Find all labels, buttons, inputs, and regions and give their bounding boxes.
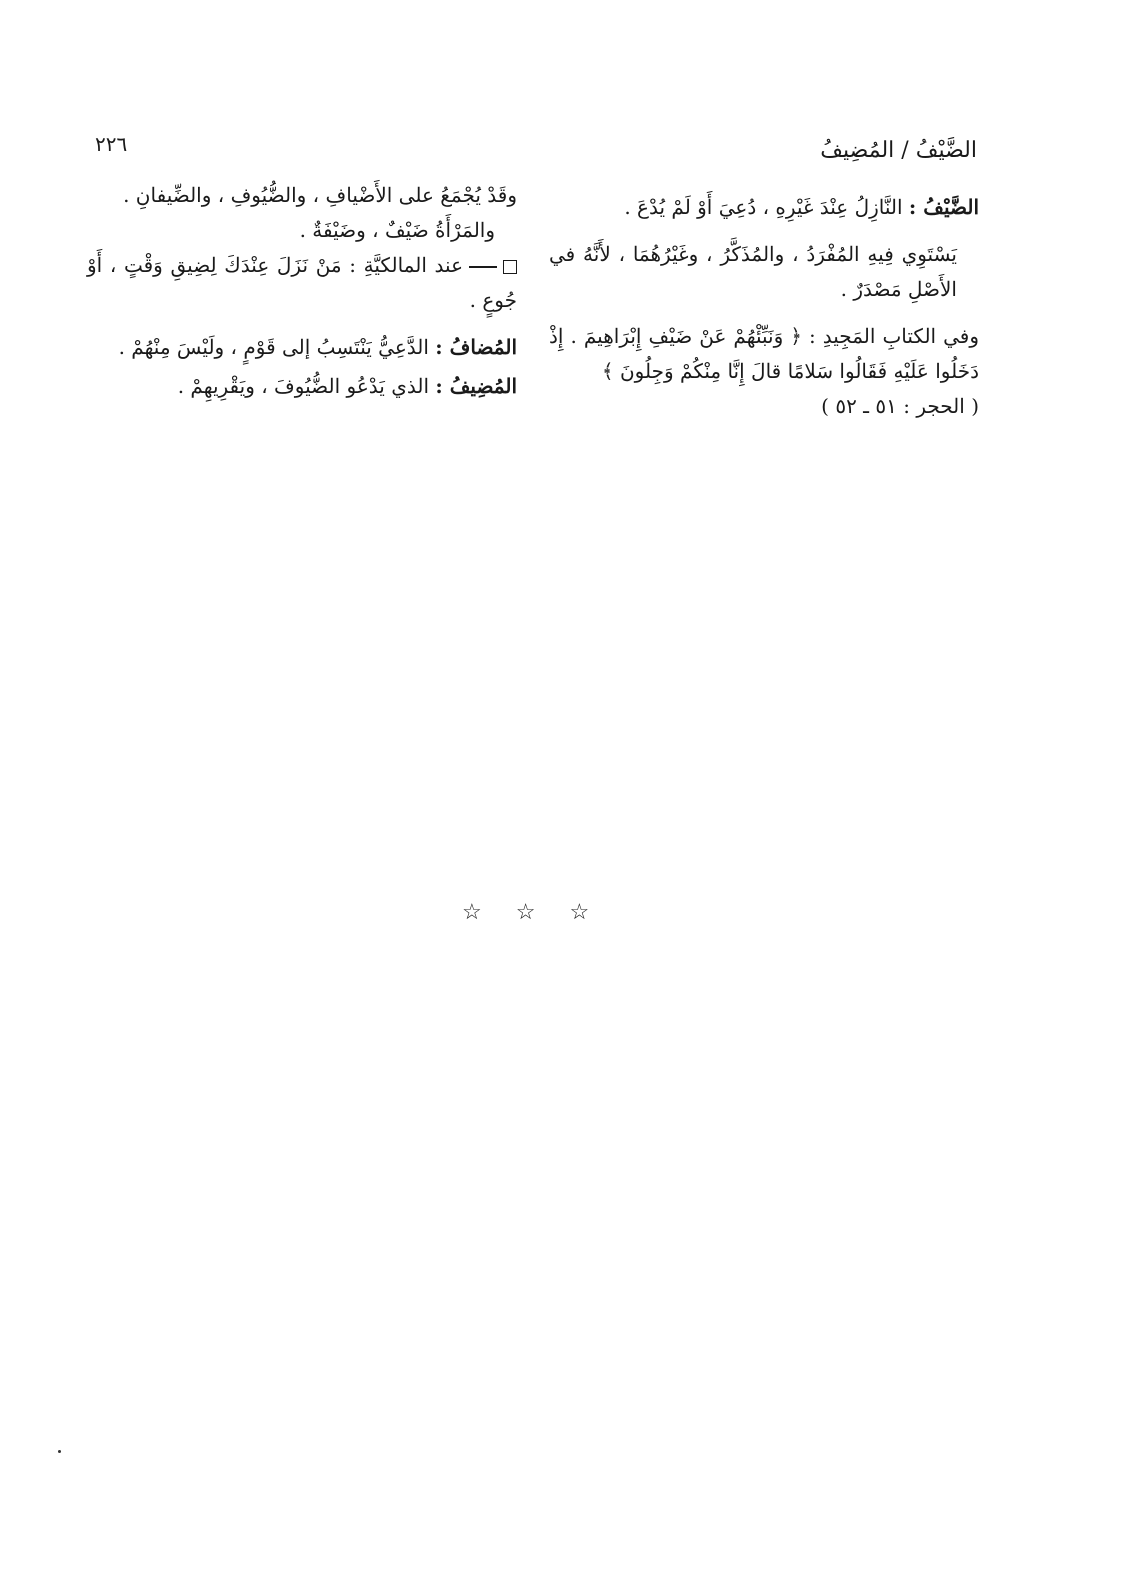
- left-column: [87, 178, 517, 416]
- paragraph-quran: [549, 319, 979, 424]
- page-number: ٢٢٦: [95, 132, 128, 156]
- entry-definition: الذي يَدْعُو الضُّيُوفَ ، ويَقْرِيهِمْ .: [177, 374, 436, 398]
- entry-term: المُضِيفُ :: [435, 374, 517, 398]
- scan-speck: [58, 1450, 61, 1453]
- entry-mudif: [87, 369, 517, 404]
- plural-forms: وقَدْ يُجْمَعُ على الأَضْيافِ ، والضُّيُوفِ ، والضِّيفانِ .: [123, 183, 517, 207]
- entry-term: الضَّيْفُ :: [908, 195, 979, 219]
- right-column: [549, 190, 979, 436]
- maliki-definition: [87, 248, 517, 318]
- entry-mudaf: [87, 330, 517, 365]
- quran-quote: وفي الكتابِ المَجِيدِ : ﴿ وَنَبِّئْهُمْ عَنْ ضَيْفِ إِبْرَاهِيمَ . إِذْ دَخَلُوا عَلَيْهِ فَقَالُوا سَلامًا قالَ إِنَّا مِنْكُمْ وَجِلُونَ ﴾: [549, 324, 979, 383]
- page-header-title: الضَّيْفُ / المُضِيفُ: [820, 138, 977, 163]
- maliki-text: عند المالكيَّةِ : مَنْ نَزَلَ عِنْدَكَ لِضِيقِ وَقْتٍ ، أَوْ جُوعٍ .: [87, 253, 517, 312]
- section-divider-stars: ☆☆☆: [462, 900, 624, 925]
- entry-definition: النَّازِلُ عِنْدَ غَيْرِهِ ، دُعِيَ أَوْ لَمْ يُدْعَ .: [624, 195, 909, 219]
- feminine-forms: والمَرْأَةُ ضَيْفٌ ، وضَيْفَةٌ .: [299, 218, 495, 242]
- quran-citation: ( الحجر : ٥١ ـ ٥٢ ): [821, 394, 979, 418]
- entry-term: المُضافُ :: [435, 335, 517, 359]
- paragraph-usage: يَسْتَوِي فِيهِ المُفْرَدُ ، والمُذَكَّرُ ، وغَيْرُهُمَا ، لأَنَّهُ في الأَصْلِ مَصْدَرٌ .: [549, 242, 957, 301]
- dash-icon: [469, 266, 497, 268]
- entry-definition: الدَّعِيُّ يَنْتَسِبُ إلى قَوْمٍ ، ولَيْسَ مِنْهُمْ .: [118, 335, 436, 359]
- square-bullet-icon: [503, 260, 517, 274]
- entry-dayf: [549, 190, 979, 225]
